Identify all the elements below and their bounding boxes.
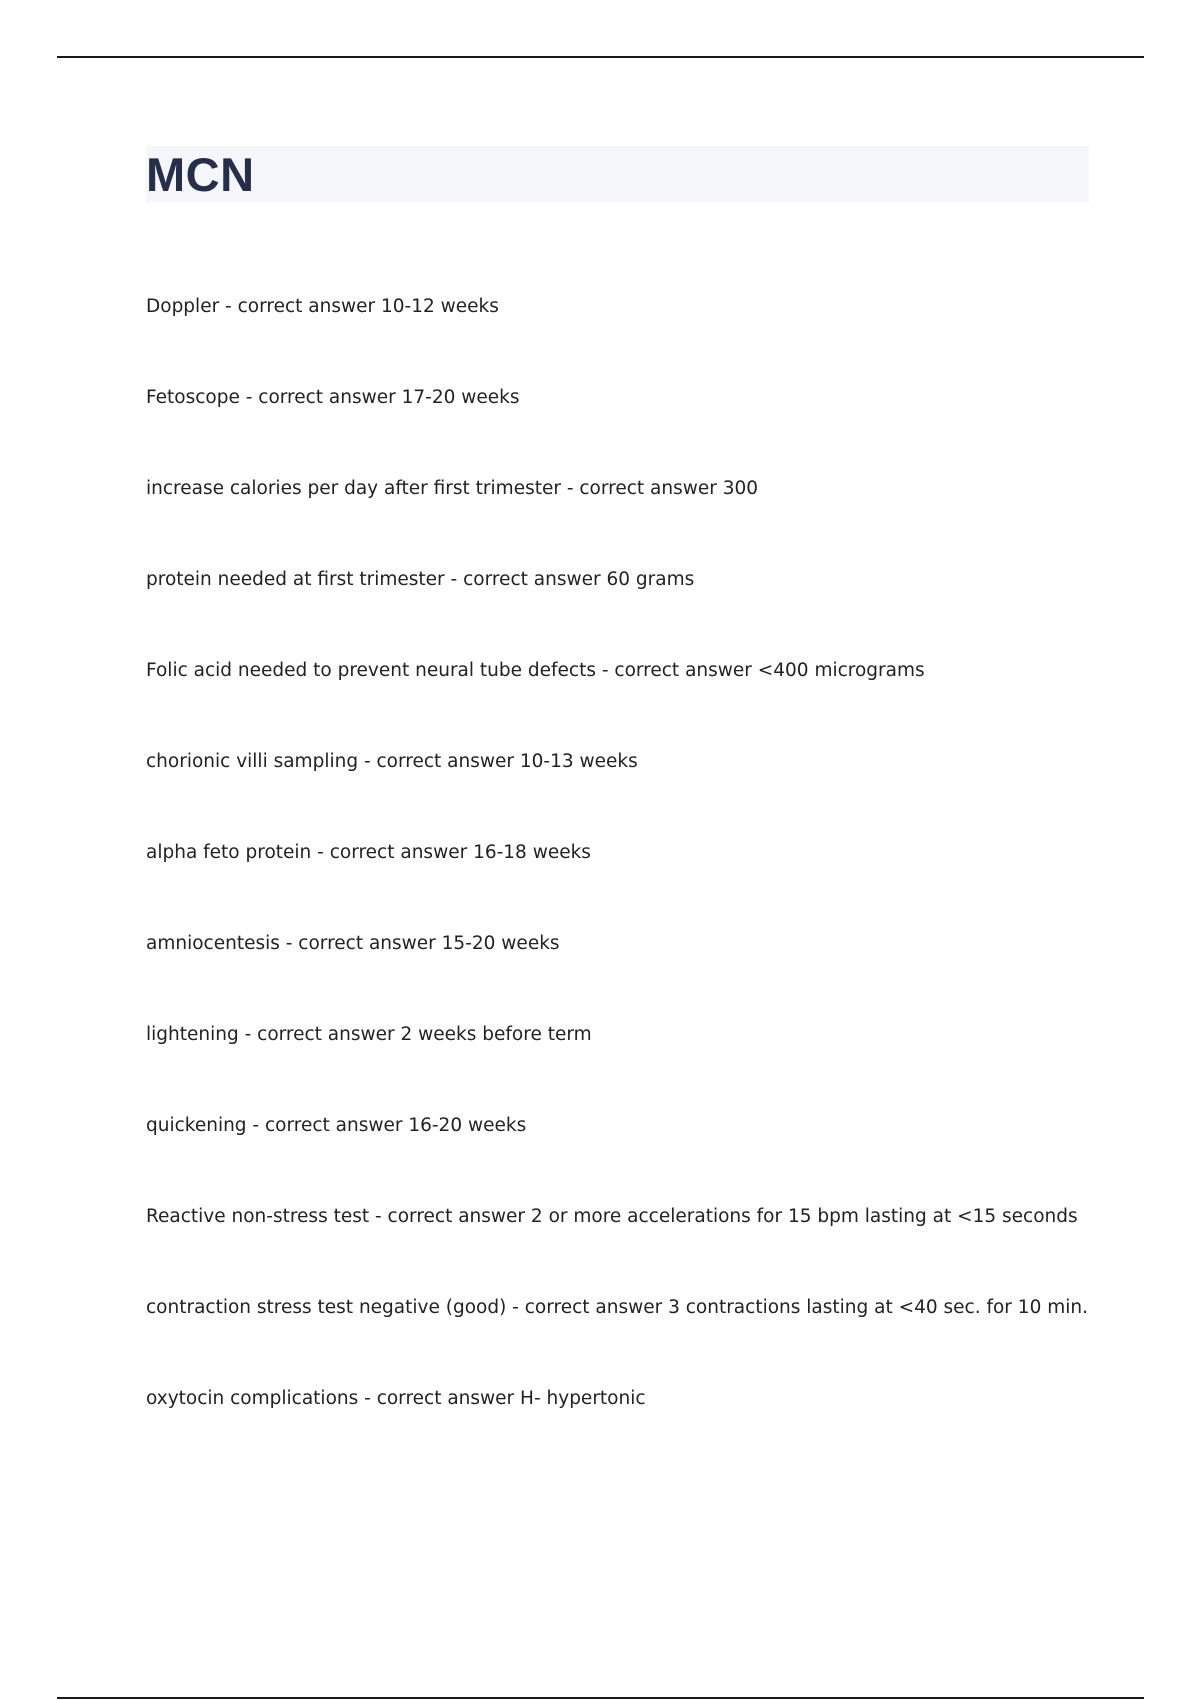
- flashcard-entry: Fetoscope - correct answer 17-20 weeks: [146, 387, 520, 408]
- flashcard-entry: protein needed at first trimester - correct answer 60 grams: [146, 569, 695, 590]
- flashcard-entry: amniocentesis - correct answer 15-20 weeks: [146, 933, 560, 954]
- flashcard-entry: contraction stress test negative (good) - correct answer 3 contractions lasting at <40 sec. for 10 min.: [146, 1297, 1088, 1318]
- flashcard-entry: increase calories per day after first trimester - correct answer 300: [146, 478, 759, 499]
- bottom-rule: [57, 1697, 1144, 1699]
- flashcard-entry: Folic acid needed to prevent neural tube defects - correct answer <400 micrograms: [146, 660, 925, 681]
- flashcard-entry: oxytocin complications - correct answer H- hypertonic: [146, 1388, 646, 1409]
- title-band: [146, 146, 1089, 202]
- flashcard-entry: alpha feto protein - correct answer 16-18 weeks: [146, 842, 591, 863]
- flashcard-entry: Reactive non-stress test - correct answer 2 or more accelerations for 15 bpm lasting at <15 seconds: [146, 1206, 1078, 1227]
- flashcard-entry: lightening - correct answer 2 weeks before term: [146, 1024, 592, 1045]
- flashcard-entry: quickening - correct answer 16-20 weeks: [146, 1115, 527, 1136]
- document-title: MCN: [146, 147, 255, 201]
- flashcard-list: [146, 291, 1106, 1474]
- flashcard-entry: Doppler - correct answer 10-12 weeks: [146, 296, 499, 317]
- top-rule: [57, 56, 1144, 58]
- flashcard-entry: chorionic villi sampling - correct answer 10-13 weeks: [146, 751, 638, 772]
